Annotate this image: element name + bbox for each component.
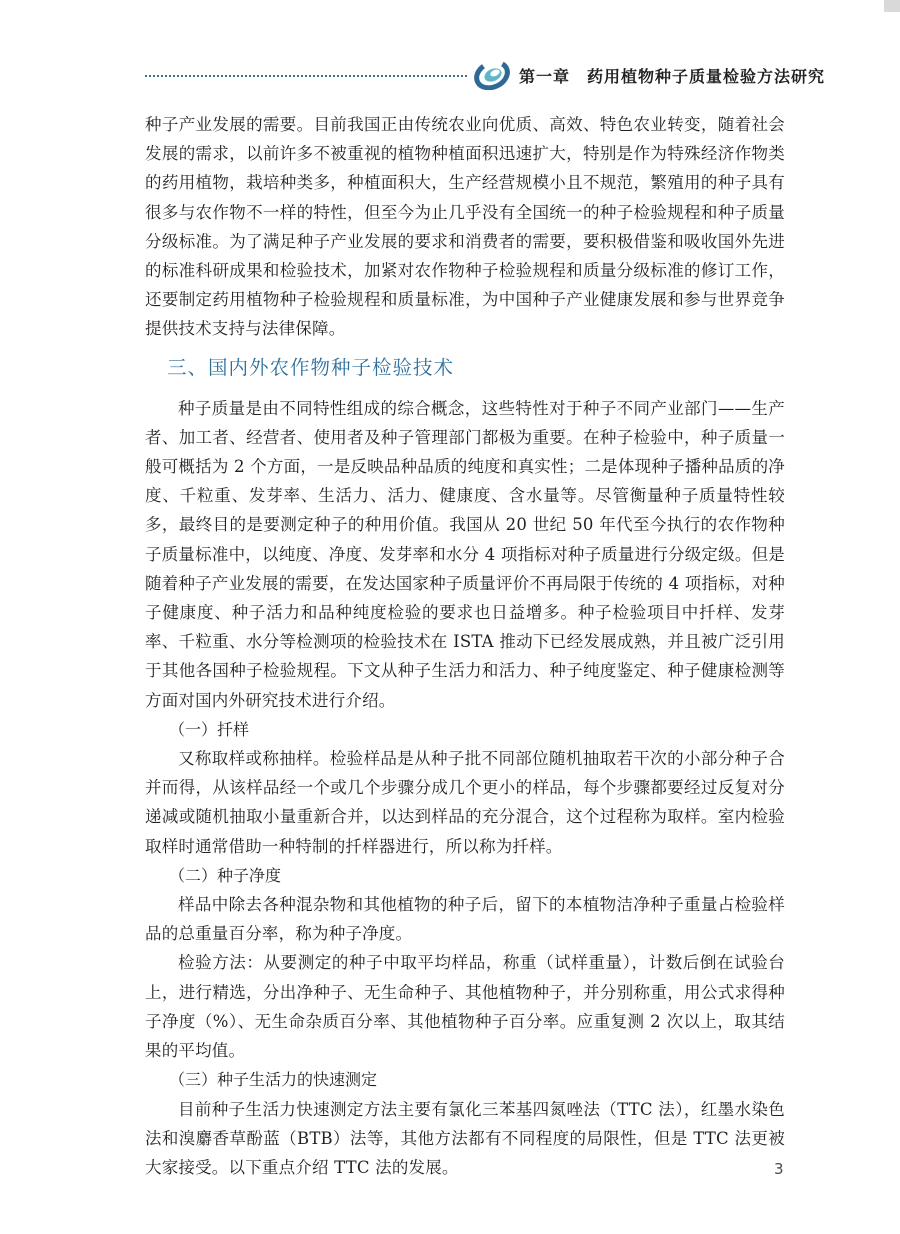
subsection-heading-sampling: （一）扦样 (169, 719, 250, 739)
section-heading: 三、国内外农作物种子检验技术 (167, 355, 455, 379)
header-dotted-rule (145, 75, 467, 77)
page-body (145, 110, 785, 1182)
paragraph-1: 种子产业发展的需要。目前我国正由传统农业向优质、高效、特色农业转变，随着社会发展的需求，以前许多不被重视的植物种植面积迅速扩大，特别是作为特殊经济作物类的药用植物，栽培种类多，种植面积大，生产经营规模小且不规范，繁殖用的种子具有很多与农作物不一样的特性，但至今为止几乎没有全国统一的种子检验规程和种子质量分级标准。为了满足种子产业发展的要求和消费者的需要，要积极借鉴和吸收国外先进的标准科研成果和检验技术，加紧对农作物种子检验规程和质量分级标准的修订工作，还要制定药用植物种子检验规程和质量标准，为中国种子产业健康发展和参与世界竞争提供技术支持与法律保障。 (145, 115, 785, 339)
chapter-title: 第一章 药用植物种子质量检验方法研究 (519, 67, 826, 86)
page-number: 3 (774, 1160, 784, 1178)
subsection-heading-purity: （二）种子净度 (169, 865, 282, 885)
running-header (145, 60, 826, 94)
paragraph-6: 目前种子生活力快速测定方法主要有氯化三苯基四氮唑法（TTC 法），红墨水染色法和溴麝香草酚蓝（BTB）法等，其他方法都有不同程度的局限性，但是 TTC 法更被大家接受。以下重点介绍 TTC 法的发展。 (145, 1099, 785, 1177)
paragraph-5: 检验方法：从要测定的种子中取平均样品，称重（试样重量），计数后倒在试验台上，进行精选，分出净种子、无生命种子、其他植物种子，并分别称重，用公式求得种子净度（%）、无生命杂质百分率、其他植物种子百分率。应重复测 2 次以上，取其结果的平均值。 (145, 953, 785, 1061)
subsection-heading-viability: （三）种子生活力的快速测定 (169, 1070, 378, 1090)
paragraph-2: 种子质量是由不同特性组成的综合概念，这些特性对于种子不同产业部门——生产者、加工者、经营者、使用者及种子管理部门都极为重要。在种子检验中，种子质量一般可概括为 2 个方面，一是反映品种品质的纯度和真实性；二是体现种子播种品质的净度、千粒重、发芽率、生活力、活力、健康度、含水量等。尽管衡量种子质量特性较多，最终目的是要测定种子的种用价值。我国从 20 世纪 50 年代至今执行的农作物种子质量标准中，以纯度、净度、发芽率和水分 4 项指标对种子质量进行分级定级。但是随着种子产业发展的需要，在发达国家种子质量评价不再局限于传统的 4 项指标，对种子健康度、种子活力和品种纯度检验的要求也日益增多。种子检验项目中扦样、发芽率、千粒重、水分等检测项的检验技术在 ISTA 推动下已经发展成熟，并且被广泛引用于其他各国种子检验规程。下文从种子生活力和活力、种子纯度鉴定、种子健康检测等方面对国内外研究技术进行介绍。 (145, 398, 785, 710)
chapter-logo-icon (473, 60, 511, 90)
corner-mark (884, 0, 900, 12)
paragraph-4: 样品中除去各种混杂物和其他植物的种子后，留下的本植物洁净种子重量占检验样品的总重量百分率，称为种子净度。 (145, 895, 785, 944)
paragraph-3: 又称取样或称抽样。检验样品是从种子批不同部位随机抽取若干次的小部分种子合并而得，从该样品经一个或几个步骤分成几个更小的样品，每个步骤都要经过反复对分递减或随机抽取小量重新合并，以达到样品的充分混合，这个过程称为取样。室内检验取样时通常借助一种特制的扦样器进行，所以称为扦样。 (145, 749, 785, 856)
